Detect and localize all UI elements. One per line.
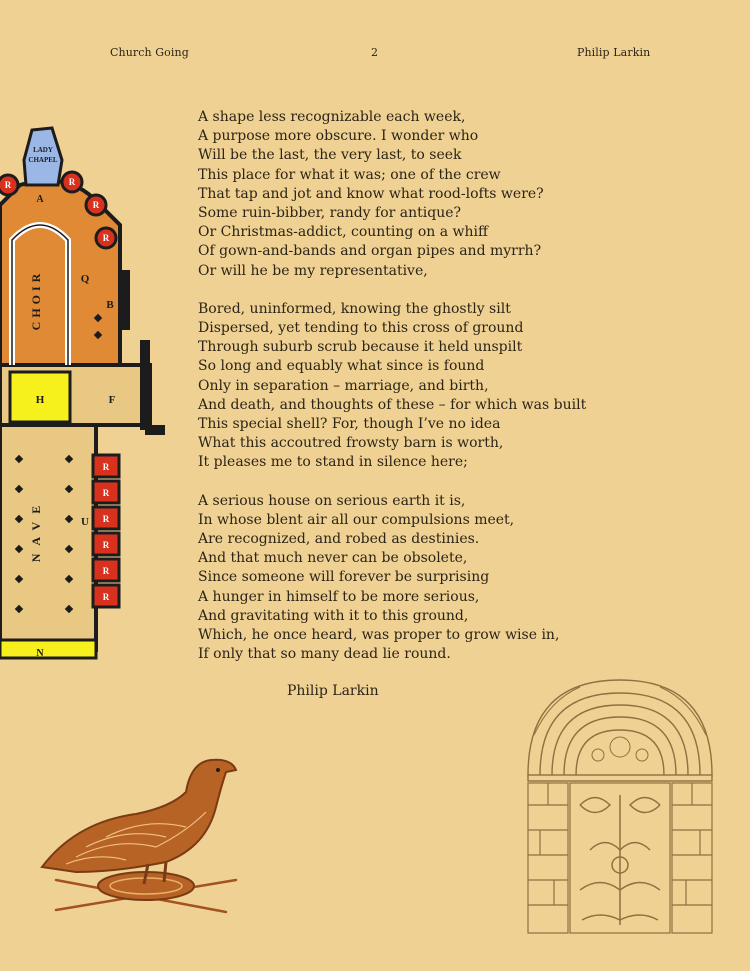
poem-line: Or Christmas-addict, counting on a whiff [198,224,488,241]
stanza-1 [198,108,586,281]
poem-line: This place for what it was; one of the crew [198,166,501,183]
poem-line: Since someone will forever be surprising [198,569,490,586]
label-n: N [36,648,44,659]
poem-line: Through suburb scrub because it held unspilt [198,339,523,356]
stanza-3 [198,492,586,665]
nave-label: NAVE [29,497,43,563]
poem-line: This special shell? For, though I’ve no idea [198,416,501,433]
poem-line: And death, and thoughts of these – for which was built [198,396,587,413]
poem-signature: Philip Larkin [287,683,379,699]
chapel-r-label: R [102,592,110,602]
poem-body [198,108,586,683]
header-title: Church Going [110,46,189,59]
poem-line: A shape less recognizable each week, [198,109,466,125]
lady-chapel-label-1: LADY [33,146,53,154]
lady-chapel-label-2: CHAPEL [28,156,58,164]
chapel-r-label: R [68,177,76,187]
west-end-band [0,640,96,658]
poem-line: Will be the last, the very last, to seek [198,147,462,164]
poem-line: Some ruin-bibber, randy for antique? [198,205,462,222]
poem-line: Which, he once heard, was proper to grow wise in, [198,627,560,644]
poem-line: Are recognized, and robed as destinies. [198,531,480,548]
nave-area [0,410,96,650]
poem-line: If only that so many dead lie round. [198,646,451,663]
label-u: U [81,516,89,528]
chapel-r-label: R [102,566,110,576]
poem-line: In whose blent air all our compulsions meet, [198,511,515,528]
chapel-r-label: R [102,540,110,550]
poem-line: A serious house on serious earth it is, [198,492,466,509]
chapel-r-label: R [102,514,110,524]
page-number: 2 [371,46,379,59]
poem-line: Dispersed, yet tending to this cross of ground [198,320,524,337]
poem-line: Only in separation – marriage, and birth, [198,377,489,394]
chapel-r-label: R [92,200,100,210]
header-author: Philip Larkin [577,46,651,59]
label-h: H [35,394,45,406]
poem-line: A purpose more obscure. I wonder who [198,128,479,145]
poem-line: A hunger in himself to be more serious, [198,588,480,605]
choir-label: CHOIR [29,269,43,331]
chapel-r-label: R [102,462,110,472]
stanza-2 [198,300,586,473]
poem-line: Or will he be my representative, [198,262,428,279]
poem-line: So long and equably what since is found [198,358,485,375]
label-a: A [36,194,44,205]
poem-line: And gravitating with it to this ground, [198,607,469,624]
bird-illustration [36,752,246,927]
chapel-r-label: R [102,488,110,498]
label-f: F [108,394,116,406]
romanesque-doorway-illustration [520,675,720,940]
poem-line: It pleases me to stand in silence here; [198,454,468,471]
poem-line: And that much never can be obsolete, [198,550,468,567]
chapel-r-label: R [102,233,110,243]
label-q: Q [80,273,90,285]
poem-line: What this accoutred frowsty barn is worth, [198,435,504,452]
poem-line: Bored, uninformed, knowing the ghostly silt [198,300,511,317]
poem-line: Of gown-and-bands and organ pipes and myrrh? [198,243,542,260]
poem-line: That tap and jot and know what rood-lofts were? [198,185,544,202]
door-ironwork [580,795,660,925]
church-floor-plan [0,110,170,665]
chapel-r-label: R [4,180,12,190]
label-b: B [106,299,114,311]
